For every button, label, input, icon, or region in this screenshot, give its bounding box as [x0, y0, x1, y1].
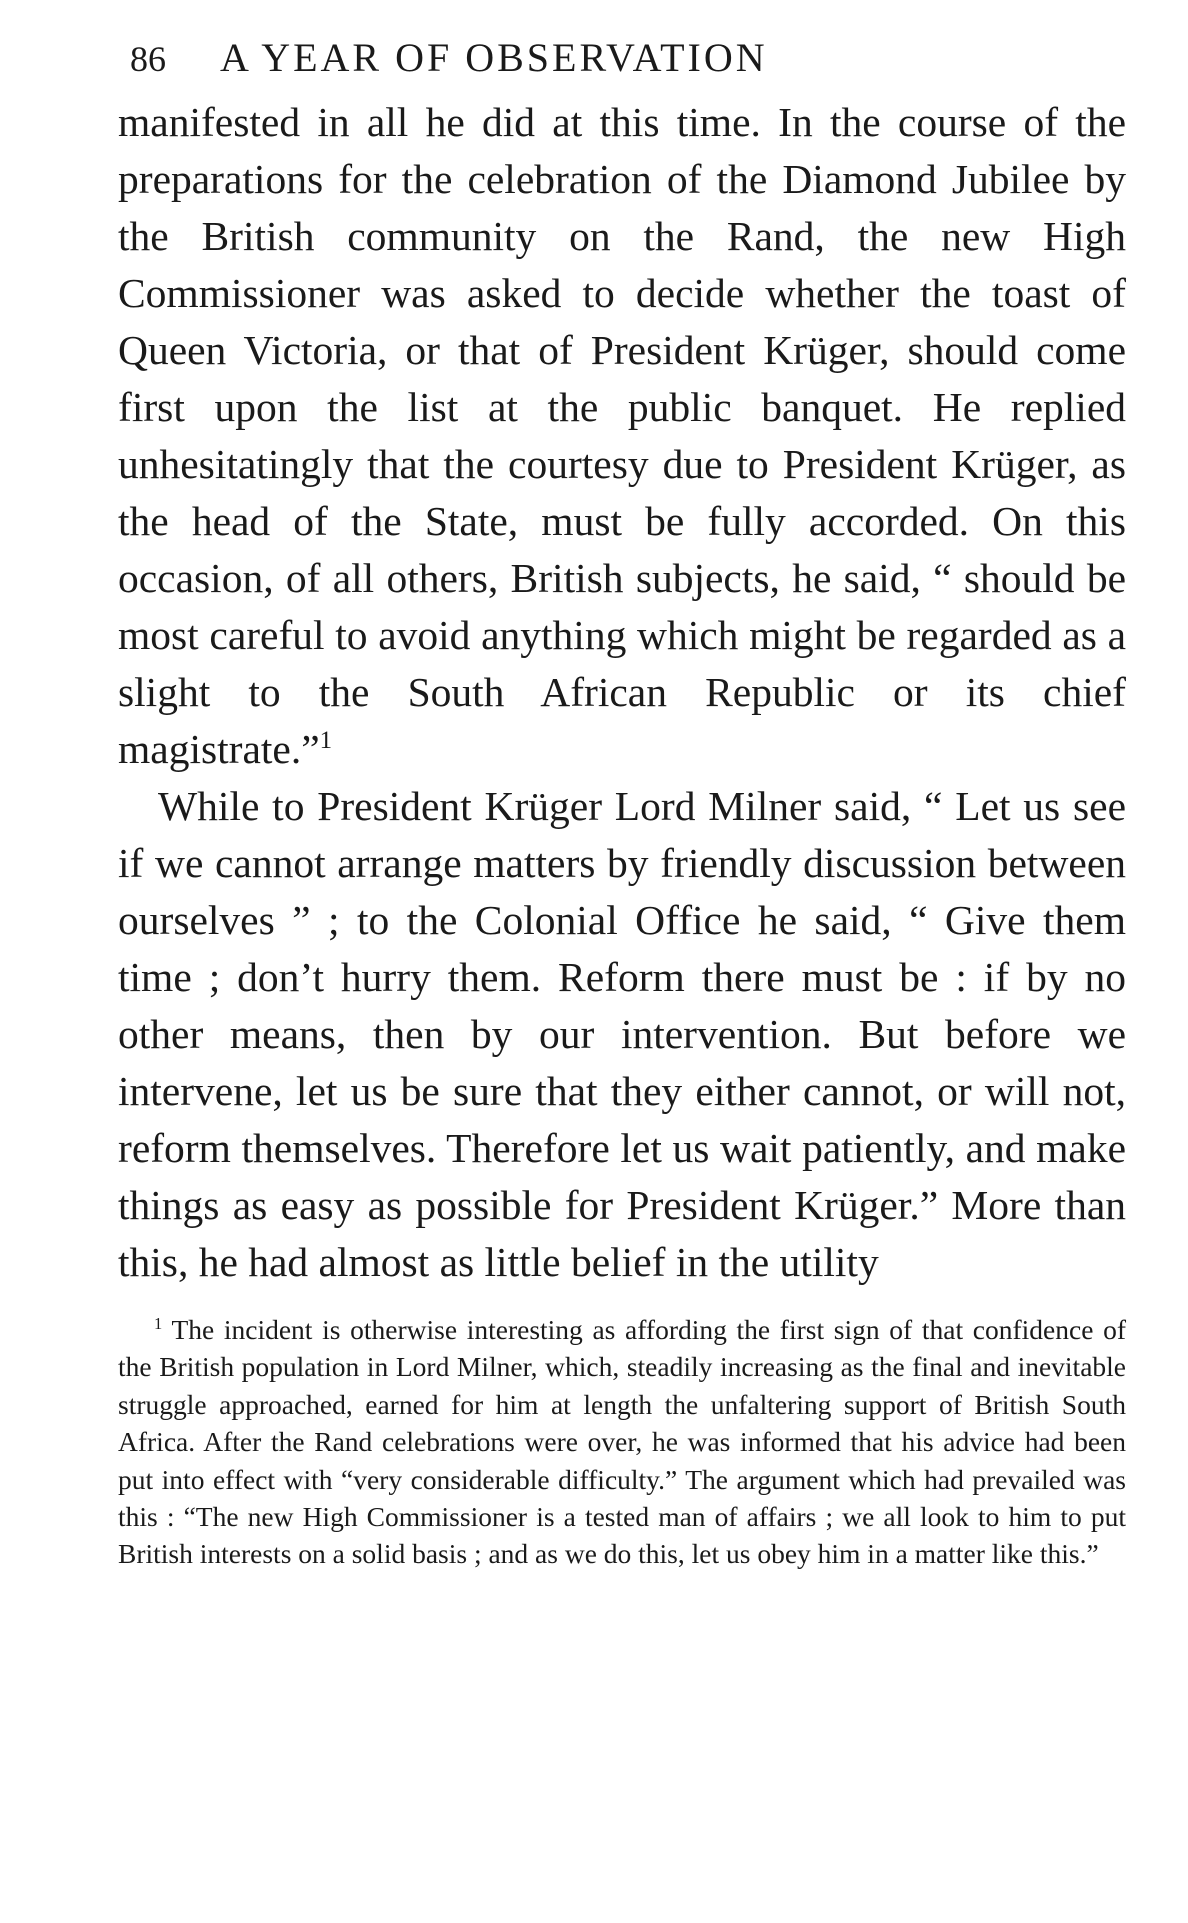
paragraph-2: While to President Krüger Lord Milner said, “ Let us see if we cannot arrange matters by friendly discussion between ourselves ” ; to the Colonial Office he said, “ Give them time ; don’t hurry them. Reform there must be : if by no other means, then by our intervention. But before we intervene, let us be sure that they either cannot, or will not, reform themselves. Therefore let us wait patiently, and make things as easy as possible for President Krüger.” More than this, he had almost as little belief in the utility — [118, 783, 1126, 1285]
paragraph-1 — [118, 94, 1126, 778]
footnotes — [118, 1311, 1126, 1573]
paragraph-1-text: manifested in all he did at this time. In the course of the preparations for the celebration of the Diamond Jubilee by the British community on the Rand, the new High Commissioner was asked to decide whether the toast of Queen Victoria, or that of President Krüger, should come first upon the list at the public banquet. He replied unhesitatingly that the courtesy due to President Krüger, as the head of the State, must be fully accorded. On this occasion, of all others, British subjects, he said, “ should be most careful to avoid anything which might be regarded as a slight to the South African Republic or its chief magistrate.” — [118, 99, 1126, 772]
footnote-text: The incident is otherwise interesting as affording the first sign of that confidence of the British population in Lord Milner, which, steadily increasing as the final and inevitable struggle approached, earned for him at length the unfaltering support of British South Africa. After the Rand celebrations were over, he was informed that his advice had been put into effect with “very considerable difficulty.” The argument which had prevailed was this : “The new High Commissioner is a tested man of affairs ; we all look to him to put British interests on a solid basis ; and as we do this, let us obey him in a matter like this.” — [118, 1314, 1126, 1570]
body-text — [118, 94, 1126, 1291]
footnote-reference: 1 — [319, 727, 333, 755]
page-header — [130, 34, 1126, 94]
page-number: 86 — [130, 39, 166, 79]
book-page — [118, 34, 1126, 1573]
running-title: A YEAR OF OBSERVATION — [220, 35, 768, 80]
footnote-1 — [118, 1311, 1126, 1573]
footnote-marker: 1 — [154, 1313, 163, 1333]
